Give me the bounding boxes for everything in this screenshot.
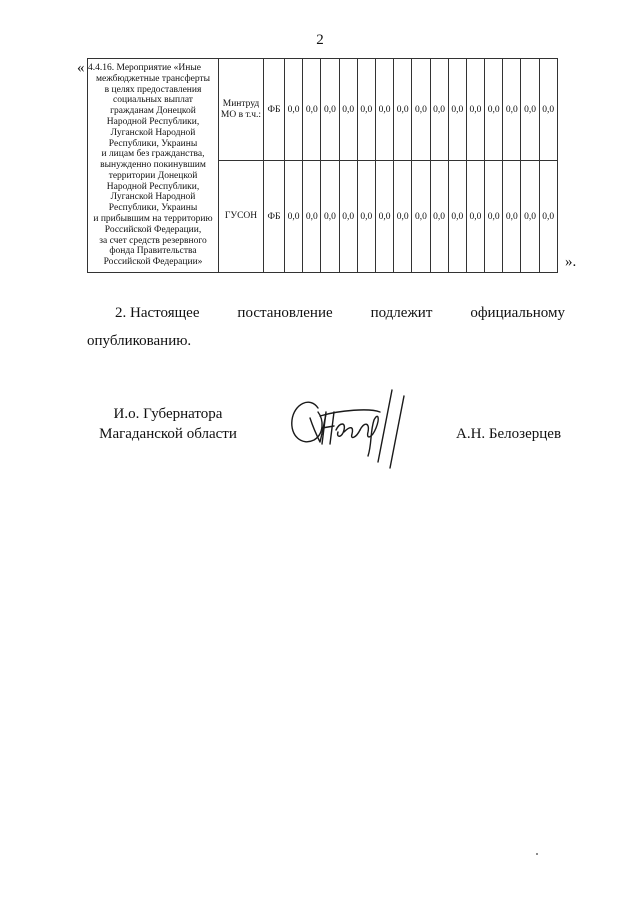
paragraph-word: 2. Настоящее [115, 305, 200, 321]
amount-cell: 0,0 [394, 59, 412, 161]
amount-cell: 0,0 [485, 161, 503, 273]
amount-cell: 0,0 [466, 59, 484, 161]
amount-cell: 0,0 [448, 161, 466, 273]
amount-cell: 0,0 [357, 59, 375, 161]
amount-cell: 0,0 [430, 59, 448, 161]
amount-cell: 0,0 [466, 161, 484, 273]
measure-description-line: фонда Правительства [109, 246, 197, 257]
paragraph-line-2: опубликованию. [87, 333, 192, 349]
amount-cell: 0,0 [375, 59, 393, 161]
opening-quote: « [77, 60, 85, 76]
amount-cell: 0,0 [521, 59, 539, 161]
amount-cell: 0,0 [503, 59, 521, 161]
handwritten-signature [280, 382, 430, 472]
amount-cell: 0,0 [285, 59, 303, 161]
measure-description-line: Республики, Украины [108, 203, 198, 214]
amount-cell: 0,0 [394, 161, 412, 273]
amount-cell: 0,0 [303, 161, 321, 273]
amount-cell: 0,0 [339, 59, 357, 161]
paragraph-word: официальному [470, 305, 565, 321]
program-table [87, 58, 558, 273]
amount-cell: 0,0 [375, 161, 393, 273]
amount-cell: 0,0 [285, 161, 303, 273]
amount-cell: 0,0 [503, 161, 521, 273]
closing-quote: ». [565, 254, 577, 270]
measure-description-line: социальных выплат [113, 95, 193, 106]
measure-description-cell [88, 59, 219, 273]
paragraph-line-1 [87, 299, 565, 327]
paragraph-word: подлежит [370, 305, 433, 321]
amount-cell: 0,0 [412, 59, 430, 161]
measure-description-line: за счет средств резервного [99, 235, 207, 246]
amount-cell: 0,0 [321, 161, 339, 273]
measure-description-line: Луганской Народной [110, 192, 196, 203]
measure-description-line: и прибывшим на территорию [93, 214, 213, 225]
measure-description-line: межбюджетные трансферты [96, 73, 210, 84]
amount-cell: 0,0 [339, 161, 357, 273]
executor-cell: Минтруд МО в т.ч.: [219, 59, 264, 161]
amount-cell: 0,0 [521, 161, 539, 273]
speck [536, 853, 538, 855]
amount-cell: 0,0 [539, 161, 557, 273]
page-number: 2 [316, 32, 324, 48]
measure-description-line: Республики, Украины [108, 138, 198, 149]
signatory-title [88, 404, 248, 444]
amount-cell: 0,0 [321, 59, 339, 161]
executor-cell: ГУСОН [219, 161, 264, 273]
funding-source-cell: ФБ [264, 59, 285, 161]
signatory-title-line-2: Магаданской области [99, 426, 237, 442]
amount-cell: 0,0 [430, 161, 448, 273]
signatory-title-line-1: И.о. Губернатора [113, 406, 223, 422]
signatory-name: А.Н. Белозерцев [456, 426, 562, 442]
measure-description-line: и лицам без гражданства, [101, 149, 205, 160]
amount-cell: 0,0 [448, 59, 466, 161]
measure-description-line: Народной Республики, [106, 116, 200, 127]
publication-paragraph [87, 299, 565, 355]
measure-description-line: территории Донецкой [108, 170, 198, 181]
measure-description-line: Народной Республики, [106, 181, 200, 192]
measure-description-line: Луганской Народной [110, 127, 196, 138]
measure-description-line: 4.4.16. Мероприятие «Иные [88, 62, 201, 73]
funding-source-cell: ФБ [264, 161, 285, 273]
amount-cell: 0,0 [485, 59, 503, 161]
amount-cell: 0,0 [303, 59, 321, 161]
amount-cell: 0,0 [357, 161, 375, 273]
measure-description-line: гражданам Донецкой [110, 106, 196, 117]
measure-description-line: Российской Федерации» [103, 257, 203, 268]
amount-cell: 0,0 [412, 161, 430, 273]
measure-description-line: в целях предоставления [104, 84, 202, 95]
measure-description-line: Российской Федерации, [104, 224, 202, 235]
table-row [88, 59, 558, 161]
amount-cell: 0,0 [539, 59, 557, 161]
paragraph-word: постановление [237, 305, 333, 321]
measure-description-line: вынужденно покинувшим [100, 160, 206, 171]
